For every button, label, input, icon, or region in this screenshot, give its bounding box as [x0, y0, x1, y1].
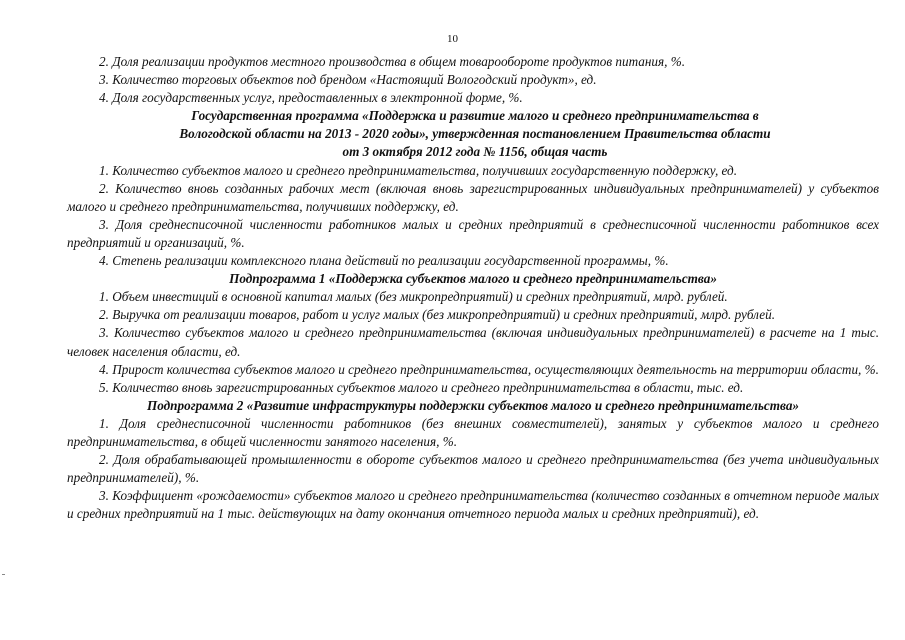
subprogram-indicator-item: 3. Количество субъектов малого и среднего предпринимательства (включая индивидуальных предпринимателей) в расчете на 1 тыс. человек населения области, ед. — [67, 325, 879, 359]
subprogram-indicator-item: 4. Прирост количества субъектов малого и среднего предпринимательства, осуществляющих деятельность на территории области, %. — [99, 361, 879, 377]
subprogram-indicator-item: 2. Доля обрабатывающей промышленности в обороте субъектов малого и среднего предпринимательства (без учета индивидуальных предпринимателей), %. — [67, 452, 879, 486]
scan-artifact — [2, 574, 5, 575]
program-indicator-item: 3. Доля среднесписочной численности работников малых и средних предприятий в среднесписочной численности работников всех предприятий и организаций, %. — [67, 216, 879, 250]
subprogram-indicator-item: 5. Количество вновь зарегистрированных субъектов малого и среднего предпринимательства в области, тыс. ед. — [99, 379, 744, 395]
program-indicator-item: 1. Количество субъектов малого и среднего предпринимательства, получивших государственную поддержку, ед. — [99, 162, 738, 178]
state-program-heading-line: от 3 октября 2012 года № 1156, общая часть — [342, 144, 608, 160]
program-indicator-item: 2. Доля реализации продуктов местного производства в общем товарообороте продуктов питания, %. — [99, 54, 686, 69]
state-program-heading-line: Вологодской области на 2013 - 2020 годы», утвержденная постановлением Правительства области — [179, 126, 771, 142]
program-indicator-item: 2. Количество вновь созданных рабочих мест (включая вновь зарегистрированных индивидуальных предпринимателей) у субъектов малого и среднего предпринимательства, получивших поддержку, ед. — [67, 180, 879, 214]
subprogram-indicator-item: 2. Выручка от реализации товаров, работ и услуг малых (без микропредприятий) и средних предприятий, млрд. рублей. — [99, 307, 776, 323]
subprogram-indicator-item: 3. Коэффициент «рождаемости» субъектов малого и среднего предпринимательства (количество созданных в отчетном периоде малых и средних предприятий на 1 тыс. действующих на дату окончания отчетного периода малых и средних предприятий), ед. — [67, 488, 879, 522]
subprogram-1-heading: Подпрограмма 1 «Поддержка субъектов малого и среднего предпринимательства» — [229, 271, 717, 287]
program-indicator-item: 4. Степень реализации комплексного плана действий по реализации государственной программы, %. — [99, 253, 669, 269]
subprogram-indicator-item: 1. Объем инвестиций в основной капитал малых (без микропредприятий) и средних предприятий, млрд. рублей. — [99, 289, 728, 305]
subprogram-2-heading: Подпрограмма 2 «Развитие инфраструктуры поддержки субъектов малого и среднего предпринимательства» — [146, 397, 800, 413]
state-program-heading — [67, 107, 879, 161]
page-number: 10 — [447, 33, 458, 45]
subprogram-indicator-item: 1. Доля среднесписочной численности работников (без внешних совместителей), занятых у субъектов малого и среднего предпринимательства, в общей численности занятого населения, %. — [67, 415, 879, 449]
state-program-heading-line: Государственная программа «Поддержка и развитие малого и среднего предпринимательства в — [191, 108, 759, 124]
program-indicator-item: 3. Количество торговых объектов под брендом «Настоящий Вологодский продукт», ед. — [99, 72, 597, 88]
program-indicator-item: 4. Доля государственных услуг, предоставленных в электронной форме, %. — [99, 90, 523, 106]
document-body — [67, 53, 879, 523]
